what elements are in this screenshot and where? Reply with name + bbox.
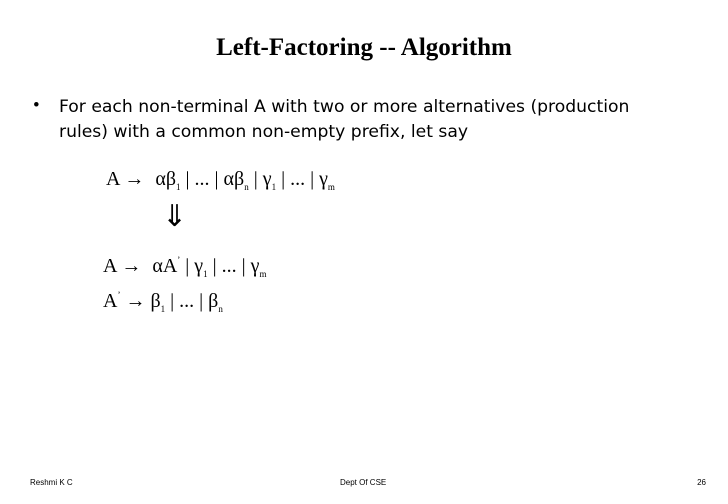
subscript: m <box>259 269 267 279</box>
subscript: 1 <box>203 269 208 279</box>
factored-rule-a-prime <box>103 290 223 314</box>
rule-lhs: A <box>103 255 117 277</box>
separator: | ... | <box>212 255 246 277</box>
subscript: n <box>218 304 223 314</box>
bullet-text: For each non-terminal A with two or more alternatives (production rules) with a common non-empty prefix, let say <box>59 97 630 142</box>
prime-mark: ’ <box>177 255 181 265</box>
alpha-symbol: α <box>223 168 235 190</box>
separator: | <box>185 255 190 277</box>
gamma-symbol: γ <box>319 168 328 190</box>
beta-symbol: β <box>165 168 177 190</box>
rule-lhs: A <box>106 168 120 190</box>
derives-arrow: → <box>121 255 142 277</box>
subscript: 1 <box>176 182 181 192</box>
beta-symbol: β <box>208 290 219 312</box>
footer-department: Dept Of CSE <box>340 478 387 487</box>
bullet-icon: • <box>33 95 40 116</box>
subscript: 1 <box>160 304 166 314</box>
beta-symbol: β <box>234 168 245 190</box>
derives-arrow: → <box>125 290 146 312</box>
gamma-symbol: γ <box>194 255 204 277</box>
gamma-symbol: γ <box>262 168 272 190</box>
subscript: n <box>244 182 249 192</box>
gamma-symbol: γ <box>250 255 260 277</box>
a-prime: A <box>162 255 178 277</box>
footer-page-number: 26 <box>697 478 706 487</box>
beta-symbol: β <box>150 290 161 312</box>
alpha-symbol: α <box>155 168 166 190</box>
subscript: m <box>327 182 335 192</box>
slide-title: Left-Factoring -- Algorithm <box>216 34 512 61</box>
subscript: 1 <box>271 182 277 192</box>
original-production-rule <box>106 168 335 192</box>
rule-lhs: A <box>103 290 118 312</box>
implies-arrow-icon: ⇓ <box>162 200 188 233</box>
separator: | ... | <box>281 168 315 190</box>
separator: | <box>253 168 258 190</box>
separator: | ... | <box>170 290 204 312</box>
footer-author: Reshmi K C <box>30 478 73 487</box>
alpha-symbol: α <box>152 255 163 277</box>
derives-arrow: → <box>124 168 145 190</box>
prime-mark: ’ <box>117 290 121 300</box>
separator: | ... | <box>185 168 219 190</box>
factored-rule-a <box>103 255 267 279</box>
